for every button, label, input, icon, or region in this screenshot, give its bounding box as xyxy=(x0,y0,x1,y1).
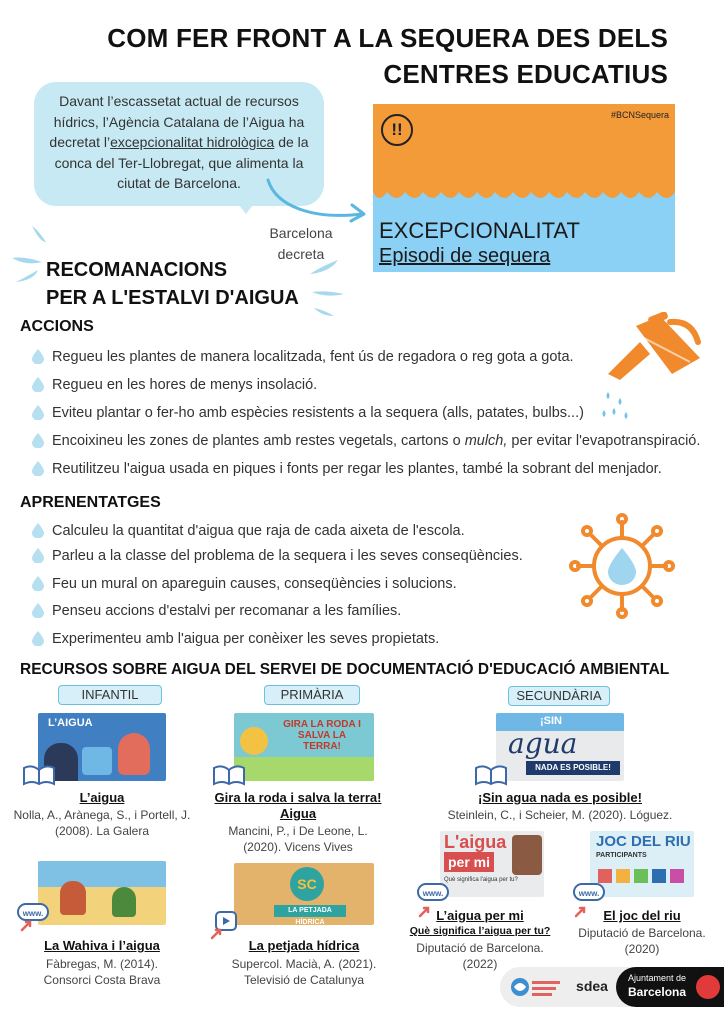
resource-reference: Fàbregas, M. (2014). Consorci Costa Brava xyxy=(43,957,161,987)
bubble-tail xyxy=(232,196,260,214)
water-drop-icon xyxy=(32,349,44,364)
sdea-logo: sdea xyxy=(576,978,608,994)
resource-reference: Diputació de Barcelona. (2020) xyxy=(578,926,706,956)
resource-title[interactable]: L’aigua per mi xyxy=(436,908,524,923)
page-title: COM FER FRONT A LA SEQUERA DES DELS CENTRES EDUCATIUS xyxy=(107,23,668,89)
water-drop-icon xyxy=(32,576,44,591)
resource-reference: Diputació de Barcelona. (2022) xyxy=(416,941,544,971)
resource-title[interactable]: Gira la roda i salva la terra! Aigua xyxy=(214,790,382,821)
resource-reference: Nolla, A., Arànega, S., i Portell, J. (2008). La Galera xyxy=(13,808,191,838)
learning-heading: APRENENTATGES xyxy=(20,494,161,511)
water-drop-icon xyxy=(32,523,44,538)
web-cover-laigua-per-mi[interactable]: L'aigua per mi Què significa l'aigua per tu? xyxy=(440,831,544,897)
water-drop-icon xyxy=(32,461,44,476)
action-item: Eviteu plantar o fer-ho amb espècies resistents a la sequera (alls, patates, bulbs...) xyxy=(32,403,584,423)
web-cover-joc-del-riu[interactable]: JOC DEL RIU PARTICIPANTS xyxy=(590,831,694,897)
action-item: Regueu en les hores de menys insolació. xyxy=(32,375,317,395)
ajuntament-logo: Ajuntament de Barcelona xyxy=(616,967,724,1007)
poster-wave-edge xyxy=(373,182,675,206)
recommendations-title: RECOMANACIONS PER A L'ESTALVI D'AIGUA xyxy=(46,259,299,309)
curved-arrow-icon xyxy=(262,176,374,224)
water-drop-icon xyxy=(32,548,44,563)
resource-title[interactable]: L’aigua xyxy=(79,790,125,805)
actions-heading: ACCIONS xyxy=(20,318,94,335)
comic-cover-wahiva[interactable] xyxy=(38,861,166,925)
resource-title[interactable]: ¡Sin agua nada es posible! xyxy=(478,790,642,805)
learning-item: Penseu accions d'estalvi per recomanar a les famílies. xyxy=(32,601,401,621)
learning-item: Parleu a la classe del problema de la sequera i les seves conseqüències. xyxy=(32,546,523,566)
resource-reference: Steinlein, C., i Scheier, M. (2020). Lóguez. xyxy=(447,808,673,822)
video-cover-petjada[interactable]: SC LA PETJADA HÍDRICA xyxy=(234,863,374,925)
book-cover-laigua[interactable]: L’AIGUA xyxy=(38,713,166,781)
learning-item: Calculeu la quantitat d'aigua que raja de cada aixeta de l'escola. xyxy=(32,521,465,541)
resource-title[interactable]: La petjada hídrica xyxy=(248,938,360,953)
learning-item: Feu un mural on apareguin causes, conseqüències i solucions. xyxy=(32,574,457,594)
website-link-icon xyxy=(16,902,50,932)
level-secundaria: SECUNDÀRIA xyxy=(508,686,610,706)
resource-title[interactable]: El joc del riu xyxy=(603,908,681,923)
splash-decoration-right-icon xyxy=(304,256,346,318)
water-drop-icon xyxy=(32,433,44,448)
level-primaria: PRIMÀRIA xyxy=(264,685,360,705)
water-drop-icon xyxy=(32,631,44,646)
action-item: Regueu les plantes de manera localitzada, fent ús de regadora o reg gota a gota. xyxy=(32,347,574,367)
water-drop-icon xyxy=(32,405,44,420)
level-infantil: INFANTIL xyxy=(58,685,162,705)
drought-poster xyxy=(373,104,675,272)
institution-logo-icon xyxy=(510,975,562,999)
resource-reference: Supercol. Macià, A. (2021). Televisió de Catalunya xyxy=(231,957,377,987)
water-drop-icon xyxy=(32,377,44,392)
resource-title[interactable]: La Wahiva i l’aigua xyxy=(44,938,160,953)
open-book-icon xyxy=(474,762,508,786)
svg-text:www.: www. xyxy=(422,889,444,898)
action-item: Encoixineu les zones de plantes amb restes vegetals, cartons o mulch, per evitar l'evapotranspiració. xyxy=(32,431,700,451)
barcelona-shield-icon xyxy=(696,975,720,999)
book-cover-gira-la-roda[interactable]: GIRA LA RODA I SALVA LA TERRA! xyxy=(234,713,374,781)
resources-heading: RECURSOS SOBRE AIGUA DEL SERVEI DE DOCUMENTACIÓ D'EDUCACIÓ AMBIENTAL xyxy=(20,661,670,678)
watering-can-icon xyxy=(600,312,704,424)
svg-text:www.: www. xyxy=(578,889,600,898)
open-book-icon xyxy=(212,762,246,786)
poster-subtitle: Episodi de sequera xyxy=(379,245,551,267)
hydro-exceptionality-link[interactable]: excepcionalitat hidrològica xyxy=(110,134,275,150)
poster-title: EXCEPCIONALITAT xyxy=(379,218,580,243)
alert-icon: !! xyxy=(381,114,413,146)
resource-subtitle: Què significa l’aigua per tu? xyxy=(409,925,551,937)
water-drop-sun-icon xyxy=(568,512,676,620)
action-item: Reutilitzeu l'aigua usada en piques i fonts per regar les plantes, també la sobrant del menjador. xyxy=(32,459,662,479)
learning-item: Experimenteu amb l'aigua per conèixer les seves propietats. xyxy=(32,629,439,649)
video-play-icon xyxy=(210,910,240,940)
open-book-icon xyxy=(22,762,56,786)
barcelona-decree-note: Barcelona decreta xyxy=(269,225,333,262)
water-drop-icon xyxy=(32,603,44,618)
intro-bubble: Davant l’escassetat actual de recursos hídrics, l’Agència Catalana de l’Aigua ha decretat l’excepcionalitat hidrològica de la conca del Ter-Llobregat, que alimenta la ciutat de Barcelona. xyxy=(34,82,324,206)
resource-reference: Mancini, P., i De Leone, L. (2020). Vicens Vives xyxy=(228,824,368,854)
book-cover-sin-agua[interactable]: ¡SIN agua NADA ES POSIBLE! xyxy=(496,713,624,781)
svg-text:www.: www. xyxy=(22,909,44,918)
poster-hashtag: #BCNSequera xyxy=(610,110,669,120)
